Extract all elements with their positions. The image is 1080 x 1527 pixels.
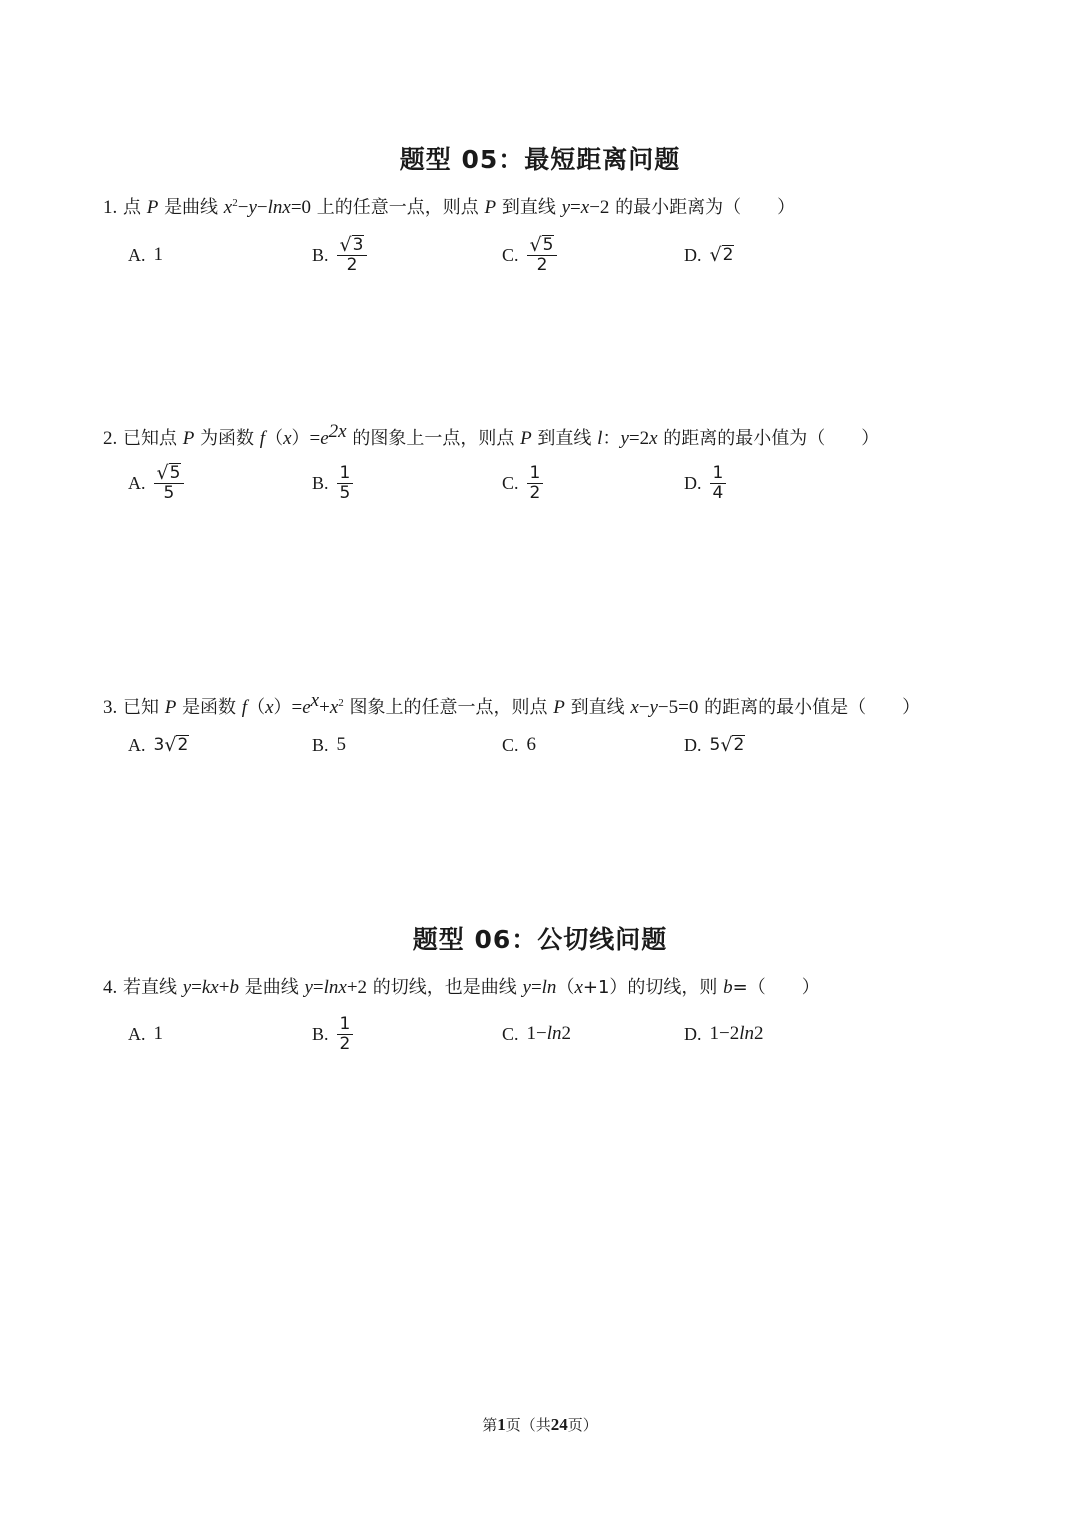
fraction bbox=[527, 235, 558, 275]
denominator: 5 bbox=[163, 483, 175, 504]
stem-var: P bbox=[520, 428, 532, 449]
stem-op: − bbox=[256, 197, 268, 218]
question-number: 1. bbox=[103, 197, 118, 218]
stem-text: 到直线 bbox=[537, 428, 592, 449]
sqrt-symbol: 5 √ 2 bbox=[709, 734, 745, 757]
value-part: 1−2 bbox=[709, 1023, 740, 1044]
stem-var: P bbox=[553, 697, 565, 718]
value-var: ln bbox=[739, 1023, 754, 1044]
stem-op: = bbox=[291, 697, 303, 718]
stem-op: = bbox=[570, 197, 581, 218]
stem-op: +2 bbox=[346, 977, 368, 998]
question-2-stem bbox=[103, 421, 879, 450]
section-title-06: 题型 06：公切线问题 bbox=[412, 925, 668, 954]
stem-var: y bbox=[649, 697, 658, 718]
option-label: B. bbox=[312, 244, 329, 265]
stem-var: f bbox=[241, 697, 248, 718]
stem-op: − bbox=[638, 697, 650, 718]
stem-var: x bbox=[223, 197, 233, 218]
stem-var: y bbox=[522, 977, 531, 998]
numerator: 1 bbox=[527, 464, 544, 484]
stem-var: ln bbox=[541, 977, 557, 998]
stem-op: =0 bbox=[290, 197, 312, 218]
question-number: 3. bbox=[103, 697, 118, 718]
question-4-option-a[interactable] bbox=[128, 1009, 163, 1059]
stem-var: f bbox=[259, 428, 266, 449]
page-total: 24 bbox=[550, 1415, 568, 1434]
stem-var: lnx bbox=[323, 977, 347, 998]
option-label: B. bbox=[312, 734, 329, 755]
value-part: 2 bbox=[561, 1023, 572, 1044]
stem-var: P bbox=[164, 697, 177, 718]
denominator: 5 bbox=[339, 482, 351, 503]
stem-var: x bbox=[283, 428, 292, 449]
option-value bbox=[710, 1023, 764, 1045]
stem-var: y bbox=[561, 197, 571, 218]
stem-text: =（ ） bbox=[732, 977, 820, 998]
stem-op: ： bbox=[602, 428, 621, 449]
option-value: 1 bbox=[153, 1023, 163, 1044]
stem-op: ） bbox=[291, 428, 310, 449]
denominator: 2 bbox=[529, 482, 541, 503]
question-3-option-c[interactable] bbox=[502, 720, 536, 770]
stem-op: = bbox=[191, 977, 202, 998]
stem-text: 的距离的最小值是（ ） bbox=[704, 697, 921, 718]
stem-text: 已知点 bbox=[122, 428, 177, 449]
stem-op: −2 bbox=[589, 197, 610, 218]
stem-exponent: 2 bbox=[232, 197, 238, 209]
stem-op: − bbox=[237, 197, 249, 218]
option-label: C. bbox=[502, 734, 519, 755]
question-3-option-a[interactable] bbox=[128, 720, 189, 770]
stem-exponent: 2 bbox=[338, 697, 344, 709]
option-label: D. bbox=[684, 734, 702, 755]
option-label: D. bbox=[684, 1023, 702, 1044]
radicand: 5 bbox=[169, 462, 181, 483]
stem-var: x bbox=[265, 697, 274, 718]
value-var: ln bbox=[546, 1023, 562, 1044]
stem-text: 已知 bbox=[122, 697, 159, 718]
fraction bbox=[337, 1015, 354, 1053]
question-2-option-a[interactable] bbox=[128, 458, 184, 508]
question-2-option-c[interactable] bbox=[502, 458, 543, 508]
fraction bbox=[710, 464, 727, 502]
stem-text: 点 bbox=[122, 197, 141, 218]
stem-exponent: 2x bbox=[328, 421, 347, 442]
option-label: C. bbox=[502, 244, 519, 265]
stem-var: kx bbox=[201, 977, 219, 998]
stem-var: x bbox=[574, 977, 583, 998]
option-label: D. bbox=[684, 244, 702, 265]
stem-text: 图象上的任意一点，则点 bbox=[349, 697, 548, 718]
footer-text: 页） bbox=[567, 1416, 598, 1434]
stem-var: x bbox=[329, 697, 339, 718]
stem-var: e bbox=[320, 428, 329, 449]
stem-text: 是曲线 bbox=[164, 197, 219, 218]
option-label: C. bbox=[502, 1023, 519, 1044]
question-number: 2. bbox=[103, 428, 118, 449]
fraction bbox=[154, 463, 185, 503]
denominator: 2 bbox=[339, 1033, 351, 1054]
radicand: 3 bbox=[352, 234, 364, 255]
question-number: 4. bbox=[103, 977, 118, 998]
question-1-stem bbox=[103, 193, 795, 219]
sqrt-symbol: √ 2 bbox=[709, 244, 734, 267]
option-label: A. bbox=[128, 1023, 146, 1044]
stem-exponent: x bbox=[310, 690, 320, 711]
footer-text: 页（共 bbox=[505, 1416, 551, 1434]
stem-var: y bbox=[248, 197, 257, 218]
denominator: 4 bbox=[712, 482, 724, 503]
numerator: 1 bbox=[337, 1015, 354, 1035]
numerator: 1 bbox=[337, 464, 354, 484]
stem-op: ） bbox=[273, 697, 292, 718]
page-number: 1 bbox=[497, 1415, 506, 1434]
numerator: 1 bbox=[710, 464, 727, 484]
stem-op: （ bbox=[556, 977, 575, 998]
stem-text: 到直线 bbox=[501, 197, 556, 218]
denominator: 2 bbox=[346, 255, 358, 276]
stem-op: −5=0 bbox=[657, 697, 699, 718]
fraction bbox=[527, 464, 544, 502]
option-value bbox=[527, 1023, 572, 1045]
question-1-option-d[interactable] bbox=[684, 230, 734, 280]
page-footer bbox=[0, 1414, 1080, 1435]
question-3-option-b[interactable] bbox=[312, 720, 346, 770]
question-1-option-c[interactable] bbox=[502, 230, 557, 280]
option-label: D. bbox=[684, 472, 702, 493]
stem-var: x bbox=[649, 428, 658, 449]
radicand: 2 bbox=[177, 734, 189, 755]
stem-var: lnx bbox=[267, 197, 291, 218]
stem-op: = bbox=[309, 428, 321, 449]
radicand: 5 bbox=[542, 234, 554, 255]
stem-text: 到直线 bbox=[570, 697, 625, 718]
stem-var: l bbox=[597, 428, 603, 449]
stem-var: e bbox=[302, 697, 311, 718]
coefficient: 5 bbox=[709, 735, 721, 756]
question-4-stem bbox=[103, 973, 820, 999]
stem-text: 的图象上一点，则点 bbox=[352, 428, 515, 449]
option-value: 5 bbox=[336, 734, 347, 755]
option-value: 6 bbox=[526, 734, 537, 755]
stem-text: 为函数 bbox=[200, 428, 255, 449]
stem-var: P bbox=[146, 197, 159, 218]
fraction bbox=[337, 235, 368, 275]
option-label: A. bbox=[128, 472, 146, 493]
denominator: 2 bbox=[536, 255, 548, 276]
sqrt-symbol: √ 3 bbox=[339, 234, 364, 257]
option-label: A. bbox=[128, 734, 146, 755]
stem-op: = bbox=[530, 977, 542, 998]
sqrt-symbol: 3 √ 2 bbox=[153, 734, 189, 757]
stem-op: =2 bbox=[628, 428, 650, 449]
stem-var: y bbox=[304, 977, 313, 998]
coefficient: 3 bbox=[153, 735, 165, 756]
stem-var: b bbox=[229, 977, 239, 998]
question-4-option-c[interactable] bbox=[502, 1009, 571, 1059]
question-4-option-b[interactable] bbox=[312, 1009, 353, 1059]
question-1-option-a[interactable] bbox=[128, 230, 163, 280]
stem-text: 的距离的最小值为（ ） bbox=[663, 428, 880, 449]
stem-op: = bbox=[312, 977, 324, 998]
stem-var: P bbox=[182, 428, 195, 449]
section-title-05: 题型 05：最短距离问题 bbox=[399, 145, 681, 174]
question-3-option-d[interactable] bbox=[684, 720, 745, 770]
option-label: A. bbox=[128, 244, 146, 265]
stem-text: 是曲线 bbox=[244, 977, 299, 998]
question-3-stem bbox=[103, 690, 920, 719]
stem-var: P bbox=[484, 197, 497, 218]
stem-op: （ bbox=[247, 697, 266, 718]
stem-var: y bbox=[182, 977, 192, 998]
stem-op: + bbox=[319, 697, 330, 718]
fraction bbox=[337, 464, 354, 502]
value-part: 2 bbox=[754, 1023, 764, 1044]
stem-text: 上的任意一点，则点 bbox=[316, 197, 479, 218]
stem-text: 是函数 bbox=[182, 697, 237, 718]
stem-text: 若直线 bbox=[122, 977, 177, 998]
sqrt-symbol: √ 5 bbox=[156, 462, 181, 485]
footer-text: 第 bbox=[482, 1416, 498, 1434]
question-1-option-b[interactable] bbox=[312, 230, 367, 280]
stem-var: x bbox=[630, 697, 639, 718]
stem-var: x bbox=[580, 197, 590, 218]
option-value: 1 bbox=[153, 244, 163, 265]
stem-var: y bbox=[620, 428, 629, 449]
radicand: 2 bbox=[733, 734, 745, 755]
value-part: 1− bbox=[526, 1023, 547, 1044]
question-2-option-b[interactable] bbox=[312, 458, 353, 508]
stem-text: +1）的切线，则 bbox=[582, 977, 718, 998]
option-label: B. bbox=[312, 1023, 329, 1044]
option-label: B. bbox=[312, 472, 329, 493]
stem-text: 的切线，也是曲线 bbox=[372, 977, 517, 998]
stem-var: b bbox=[723, 977, 733, 998]
stem-text: 的最小距离为（ ） bbox=[615, 197, 796, 218]
question-2-option-d[interactable] bbox=[684, 458, 726, 508]
stem-op: （ bbox=[265, 428, 284, 449]
question-4-option-d[interactable] bbox=[684, 1009, 764, 1059]
stem-op: + bbox=[218, 977, 230, 998]
sqrt-symbol: √ 5 bbox=[529, 234, 554, 257]
radicand: 2 bbox=[722, 244, 734, 265]
option-label: C. bbox=[502, 472, 519, 493]
